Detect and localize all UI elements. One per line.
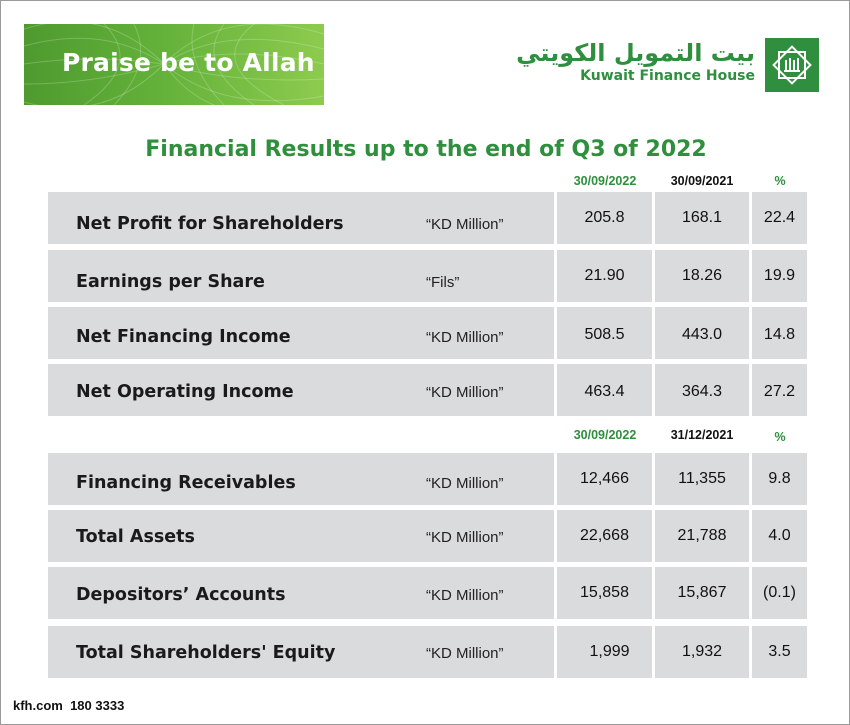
row-percent-value: (0.1): [763, 584, 796, 601]
row-label-cell: [48, 192, 554, 244]
row-previous-value: 1,932: [681, 643, 723, 660]
row-current-value: 205.8: [584, 209, 625, 226]
banner-title: Praise be to Allah: [62, 48, 315, 77]
row-label-cell: [48, 453, 554, 505]
row-current-cell: [557, 307, 652, 359]
row-current-value: 21.90: [584, 267, 625, 284]
footer-website[interactable]: kfh.com: [13, 698, 63, 713]
row-previous-value: 443.0: [681, 326, 723, 343]
page-title: Financial Results up to the end of Q3 of 2022: [145, 137, 707, 162]
row-label-cell: [48, 307, 554, 359]
row-unit: “KD Million”: [426, 645, 504, 662]
row-percent-value: 27.2: [763, 383, 796, 400]
row-percent-cell: [752, 364, 807, 416]
row-unit: “KD Million”: [426, 329, 504, 346]
row-previous-value: 11,355: [678, 470, 726, 487]
row-percent-cell: [752, 307, 807, 359]
row-current-value: 1,999: [589, 643, 630, 660]
logo-arabic-name: بيت التمويل الكويتي: [516, 39, 755, 67]
row-previous-value: 21,788: [677, 527, 727, 544]
section2-header-percent: %: [774, 430, 786, 444]
row-percent-value: 9.8: [768, 470, 791, 487]
row-previous-cell: [655, 510, 749, 562]
row-unit: “Fils”: [426, 274, 460, 291]
row-percent-value: 4.0: [768, 527, 791, 544]
logo-english-name: Kuwait Finance House: [580, 68, 755, 84]
row-percent-cell: [752, 192, 807, 244]
row-current-value: 12,466: [580, 470, 629, 487]
section2-header-current: 30/09/2022: [573, 428, 637, 442]
kfh-emblem-icon: [765, 38, 819, 92]
row-label: Total Shareholders' Equity: [76, 643, 336, 663]
section1-header-current: 30/09/2022: [573, 174, 637, 188]
row-current-cell: [557, 510, 652, 562]
row-current-value: 15,858: [580, 584, 629, 601]
row-label-cell: [48, 250, 554, 302]
row-label: Net Operating Income: [76, 382, 294, 402]
section2-header-previous: 31/12/2021: [670, 428, 734, 442]
row-previous-cell: [655, 626, 749, 678]
row-label: Financing Receivables: [76, 473, 296, 493]
section1-header-percent: %: [774, 174, 786, 188]
row-current-value: 463.4: [584, 383, 625, 400]
row-label-cell: [48, 626, 554, 678]
row-percent-cell: [752, 510, 807, 562]
row-unit: “KD Million”: [426, 384, 504, 401]
row-percent-value: 19.9: [763, 267, 796, 284]
kfh-logo: [516, 38, 819, 94]
row-previous-value: 18.26: [681, 267, 723, 284]
row-previous-value: 168.1: [681, 209, 723, 226]
row-previous-cell: [655, 364, 749, 416]
row-unit: “KD Million”: [426, 216, 504, 233]
row-current-cell: [557, 192, 652, 244]
footer-contact: [13, 698, 124, 713]
row-percent-value: 14.8: [763, 326, 796, 343]
row-unit: “KD Million”: [426, 587, 504, 604]
row-label-cell: [48, 567, 554, 619]
section1-header-previous: 30/09/2021: [670, 174, 734, 188]
row-previous-cell: [655, 307, 749, 359]
row-current-value: 508.5: [584, 326, 625, 343]
row-label: Net Financing Income: [76, 327, 291, 347]
row-previous-value: 15,867: [677, 584, 727, 601]
row-label-cell: [48, 364, 554, 416]
row-label: Earnings per Share: [76, 272, 265, 292]
row-unit: “KD Million”: [426, 529, 504, 546]
row-percent-cell: [752, 626, 807, 678]
row-percent-cell: [752, 453, 807, 505]
row-current-cell: [557, 453, 652, 505]
row-current-cell: [557, 250, 652, 302]
row-previous-value: 364.3: [681, 383, 723, 400]
row-percent-cell: [752, 567, 807, 619]
row-percent-value: 3.5: [768, 643, 791, 660]
row-previous-cell: [655, 192, 749, 244]
row-label-cell: [48, 510, 554, 562]
row-current-value: 22,668: [580, 527, 629, 544]
footer-phone: 180 3333: [70, 698, 125, 713]
row-unit: “KD Million”: [426, 475, 504, 492]
row-previous-cell: [655, 250, 749, 302]
row-previous-cell: [655, 567, 749, 619]
row-percent-cell: [752, 250, 807, 302]
row-label: Net Profit for Shareholders: [76, 214, 344, 234]
row-current-cell: [557, 364, 652, 416]
row-label: Depositors’ Accounts: [76, 585, 286, 605]
row-percent-value: 22.4: [763, 209, 796, 226]
row-previous-cell: [655, 453, 749, 505]
row-current-cell: [557, 626, 652, 678]
row-label: Total Assets: [76, 527, 195, 547]
row-current-cell: [557, 567, 652, 619]
banner: [24, 24, 324, 105]
